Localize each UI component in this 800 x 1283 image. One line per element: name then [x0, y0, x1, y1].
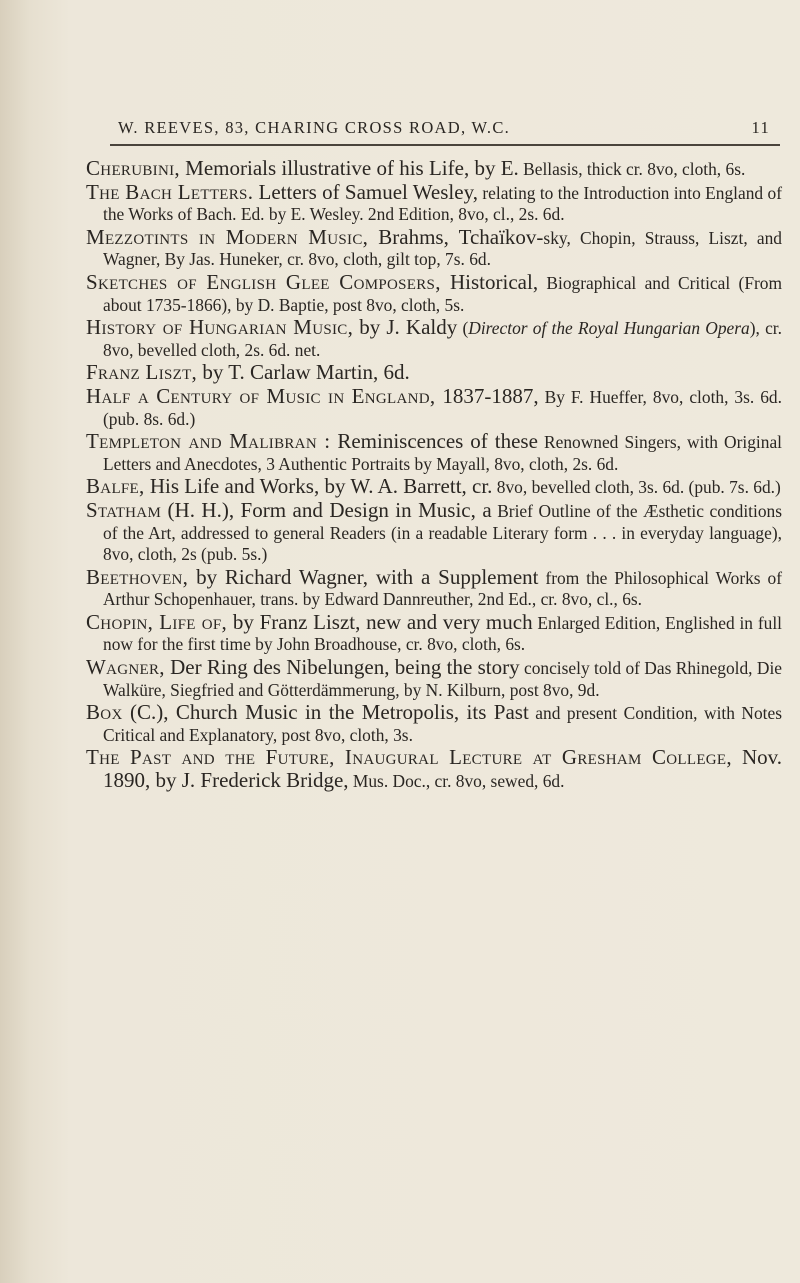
catalogue-entry: Box (C.), Church Music in the Metropolis, its Past and present Condition, with Notes Critical and Explanatory, post 8vo, cloth, 3s.: [86, 700, 782, 745]
header-rule: [110, 144, 780, 146]
entry-heading: The Past and the Future, Inaugural Lecture at Gresham College,: [86, 745, 732, 770]
page-number: 11: [751, 118, 770, 137]
entry-heading: History of Hungarian Music,: [86, 315, 354, 340]
catalogue-entry: Wagner, Der Ring des Nibelungen, being the story concisely told of Das Rhinegold, Die Walküre, Siegfried and Götterdämmerung, by N. Kilburn, post 8vo, 9d.: [86, 655, 782, 700]
catalogue-entry: Templeton and Malibran : Reminiscences of these Renowned Singers, with Original Letters and Anecdotes, 3 Authentic Portraits by Mayall, 8vo, cloth, 2s. 6d.: [86, 429, 783, 474]
entry-heading: Balfe,: [86, 474, 145, 499]
catalogue-entries: [86, 158, 782, 794]
catalogue-entry: The Past and the Future, Inaugural Lecture at Gresham College, Nov. 1890, by J. Frederick Bridge, Mus. Doc., cr. 8vo, sewed, 6d.: [86, 745, 782, 793]
header-title: W. REEVES, 83, CHARING CROSS ROAD, W.C.: [118, 118, 511, 137]
catalogue-entry: Chopin, Life of, by Franz Liszt, new and very much Enlarged Edition, Englished in full now for the first time by John Broadhouse, cr. 8vo, cloth, 6s.: [86, 609, 782, 655]
catalogue-entry: Balfe, His Life and Works, by W. A. Barrett, cr. 8vo, bevelled cloth, 3s. 6d. (pub. 7s. 6d.): [86, 474, 781, 499]
entry-heading: Cherubini,: [86, 156, 180, 180]
entry-heading: Chopin, Life of,: [86, 609, 228, 634]
catalogue-entry: Franz Liszt, by T. Carlaw Martin, 6d.: [86, 360, 410, 385]
entry-heading: Sketches of English Glee Composers,: [86, 269, 441, 294]
catalogue-entry: Beethoven, by Richard Wagner, with a Supplement from the Philosophical Works of Arthur Schopenhauer, trans. by Edward Dannreuther, 2nd Ed., cr. 8vo, cl., 6s.: [86, 564, 782, 610]
catalogue-entry: Statham (H. H.), Form and Design in Music, a Brief Outline of the Æsthetic conditions of the Art, addressed to general Readers (in a readable Literary form . . . in everyday language), 8vo, cloth, 2s (pub. 5s.): [86, 497, 782, 565]
entry-heading: Wagner,: [86, 655, 165, 680]
entry-heading: Franz Liszt,: [86, 360, 198, 385]
entry-heading: The Bach Letters.: [86, 179, 254, 204]
entry-heading: Mezzotints in Modern Music,: [86, 224, 369, 249]
entry-heading: Templeton and Malibran :: [86, 429, 331, 454]
entry-heading: Beethoven,: [86, 564, 189, 589]
entry-heading: Statham: [86, 497, 162, 522]
catalogue-entry: History of Hungarian Music, by J. Kaldy (Director of the Royal Hungarian Opera), cr. 8vo, bevelled cloth, 2s. 6d. net.: [86, 315, 782, 360]
catalogue-entry: Cherubini, Memorials illustrative of his Life, by E. Bellasis, thick cr. 8vo, cloth, 6s.: [86, 156, 746, 180]
catalogue-entry: Sketches of English Glee Composers, Historical, Biographical and Critical (From about 1735-1866), by D. Baptie, post 8vo, cloth, 5s.: [86, 269, 782, 315]
catalogue-entry: Half a Century of Music in England, 1837-1887, By F. Hueffer, 8vo, cloth, 3s. 6d. (pub. 8s. 6d.): [86, 383, 782, 429]
running-header: [118, 118, 770, 138]
catalogue-entry: Mezzotints in Modern Music, Brahms, Tchaïkov-sky, Chopin, Strauss, Liszt, and Wagner, By Jas. Huneker, cr. 8vo, cloth, gilt top, 7s. 6d.: [86, 224, 782, 270]
entry-heading: Half a Century of Music in England,: [86, 383, 436, 408]
entry-heading: Box: [86, 700, 123, 725]
catalogue-entry: The Bach Letters. Letters of Samuel Wesley, relating to the Introduction into England of the Works of Bach. Ed. by E. Wesley. 2nd Edition, 8vo, cl., 2s. 6d.: [86, 179, 782, 225]
